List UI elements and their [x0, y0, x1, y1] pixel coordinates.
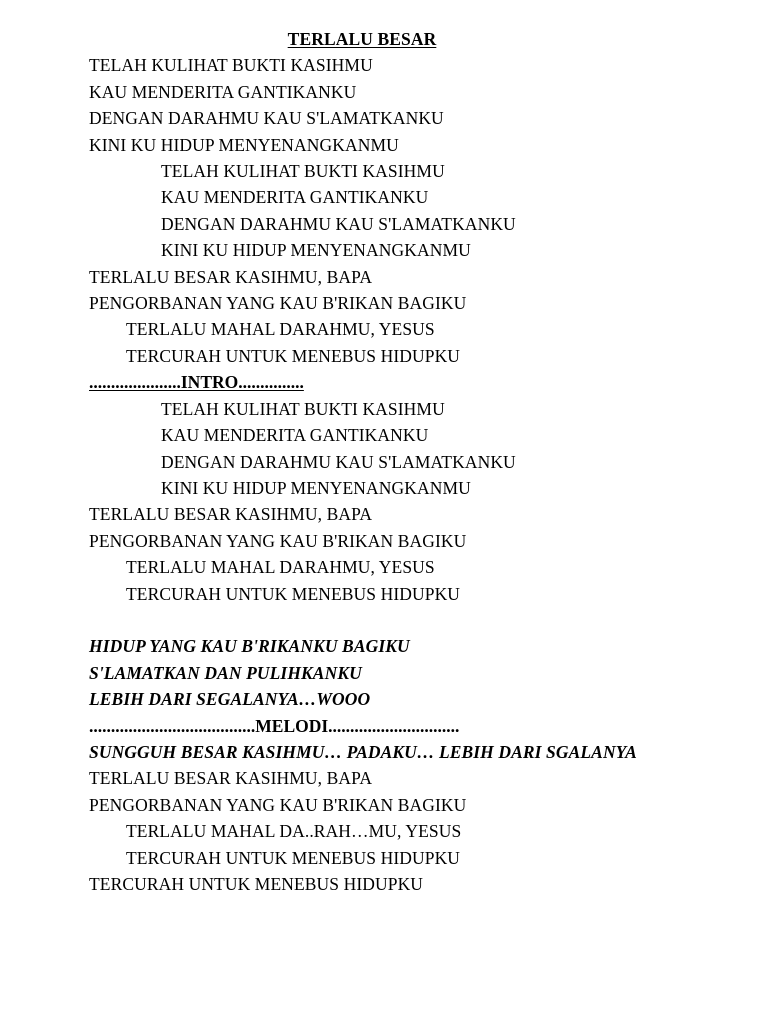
lyric-line: KAU MENDERITA GANTIKANKU	[161, 187, 429, 208]
lyric-line: TELAH KULIHAT BUKTI KASIHMU	[161, 161, 445, 182]
lyrics-body	[89, 52, 679, 897]
lyric-line: DENGAN DARAHMU KAU S'LAMATKANKU	[161, 213, 516, 234]
lyric-line: TERLALU MAHAL DARAHMU, YESUS	[126, 557, 435, 578]
lyric-line: DENGAN DARAHMU KAU S'LAMATKANKU	[89, 108, 444, 129]
lyric-line: PENGORBANAN YANG KAU B'RIKAN BAGIKU	[89, 530, 467, 551]
lyric-line-text: .....................INTRO...............	[89, 372, 304, 393]
lyric-line: HIDUP YANG KAU B'RIKANKU BAGIKU	[89, 636, 410, 657]
lyric-line: KINI KU HIDUP MENYENANGKANMU	[161, 240, 471, 261]
lyric-line: TERLALU BESAR KASIHMU, BAPA	[89, 266, 373, 287]
blank-line	[89, 607, 679, 633]
lyric-line: SUNGGUH BESAR KASIHMU… PADAKU… LEBIH DARI SGALANYA	[89, 741, 637, 762]
lyric-line: TERLALU BESAR KASIHMU, BAPA	[89, 504, 373, 525]
lyric-line: TERCURAH UNTUK MENEBUS HIDUPKU	[126, 847, 461, 868]
lyric-line: TERLALU MAHAL DA..RAH…MU, YESUS	[126, 821, 462, 842]
lyric-line: KAU MENDERITA GANTIKANKU	[161, 425, 429, 446]
lyric-line: TERCURAH UNTUK MENEBUS HIDUPKU	[89, 873, 424, 894]
lyric-line: LEBIH DARI SEGALANYA…WOOO	[89, 689, 371, 710]
lyric-line: TERCURAH UNTUK MENEBUS HIDUPKU	[126, 583, 461, 604]
lyric-line: KAU MENDERITA GANTIKANKU	[89, 81, 357, 102]
lyric-line: KINI KU HIDUP MENYENANGKANMU	[89, 134, 399, 155]
lyric-line: ......................................MELODI..............................	[89, 715, 460, 736]
lyric-line: TERCURAH UNTUK MENEBUS HIDUPKU	[126, 345, 461, 366]
page-title	[89, 26, 679, 52]
lyric-line: S'LAMATKAN DAN PULIHKANKU	[89, 662, 362, 683]
lyric-line: PENGORBANAN YANG KAU B'RIKAN BAGIKU	[89, 293, 467, 314]
lyric-line: PENGORBANAN YANG KAU B'RIKAN BAGIKU	[89, 794, 467, 815]
lyric-line	[89, 369, 679, 395]
lyric-line: TELAH KULIHAT BUKTI KASIHMU	[161, 398, 445, 419]
lyric-line: TELAH KULIHAT BUKTI KASIHMU	[89, 55, 373, 76]
lyric-line: TERLALU BESAR KASIHMU, BAPA	[89, 768, 373, 789]
lyric-line: KINI KU HIDUP MENYENANGKANMU	[161, 477, 471, 498]
lyric-line: TERLALU MAHAL DARAHMU, YESUS	[126, 319, 435, 340]
page-title-text: TERLALU BESAR	[287, 29, 437, 49]
lyrics-document	[89, 26, 679, 897]
lyric-line: DENGAN DARAHMU KAU S'LAMATKANKU	[161, 451, 516, 472]
